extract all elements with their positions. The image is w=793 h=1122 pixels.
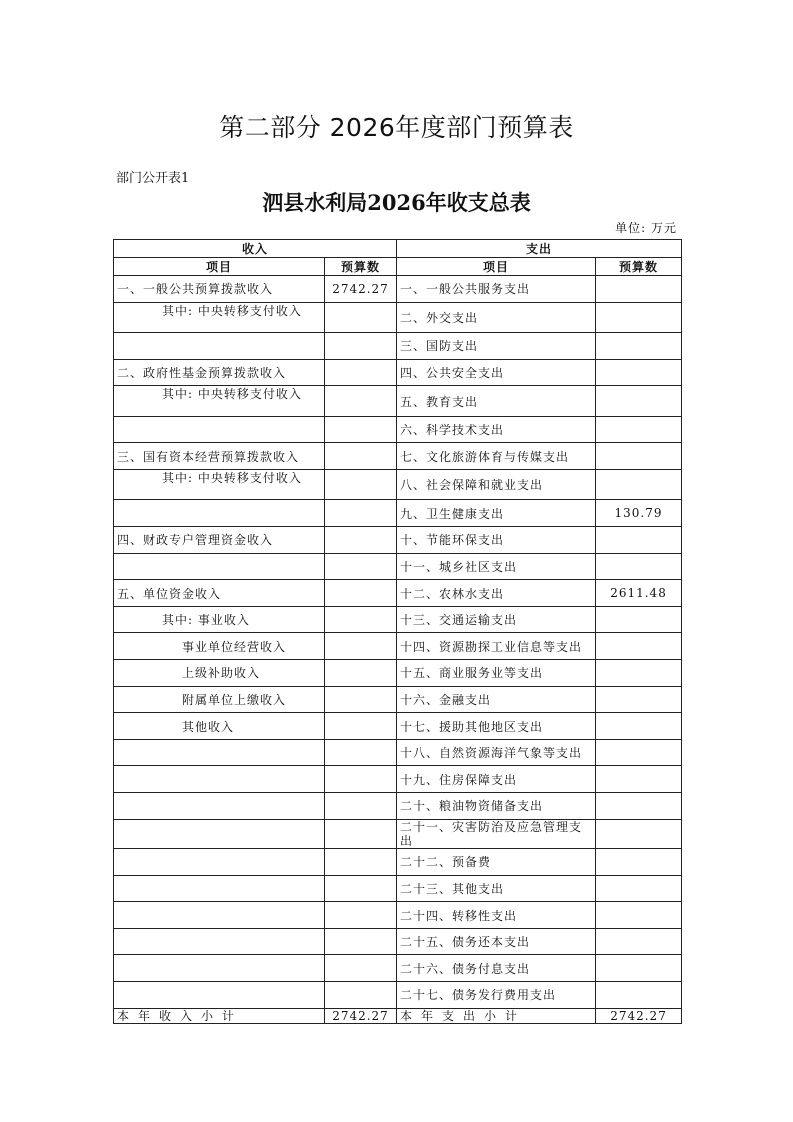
expense-item-cell: 五、教育支出 [397,386,596,417]
table-row [114,739,682,766]
income-amount-cell [325,739,397,766]
income-item-cell: 三、国有资本经营预算拨款收入 [114,443,325,470]
income-item-cell: 二、政府性基金预算拨款收入 [114,359,325,386]
table-row [114,276,682,303]
expense-item-cell: 二十四、转移性支出 [397,902,596,929]
income-amount-cell [325,766,397,793]
income-item-cell: 五、单位资金收入 [114,580,325,607]
header-row-sections [114,240,682,258]
income-amount-cell: 2742.27 [325,276,397,303]
expense-item-cell: 七、文化旅游体育与传媒支出 [397,443,596,470]
expense-amount-cell [596,686,682,713]
income-item-cell [114,333,325,360]
expense-amount-cell [596,553,682,580]
table-row [114,902,682,929]
expense-item-cell: 二十五、债务还本支出 [397,928,596,955]
expense-item-cell: 十、节能环保支出 [397,527,596,554]
income-item-cell [114,902,325,929]
income-amount-cell [325,819,397,849]
table-row [114,606,682,633]
expense-amount-cell [596,849,682,876]
income-item-cell: 四、财政专户管理资金收入 [114,527,325,554]
income-item-cell [114,955,325,982]
income-item-cell: 其他收入 [114,713,325,740]
expense-item-cell: 十五、商业服务业等支出 [397,660,596,687]
income-amount-cell [325,386,397,417]
table-row [114,500,682,527]
table-row [114,333,682,360]
expense-amount-cell [596,660,682,687]
income-item-cell [114,849,325,876]
income-amount-cell [325,606,397,633]
income-amount-cell [325,713,397,740]
income-budget-header: 预算数 [325,258,397,276]
table-row [114,580,682,607]
expense-item-cell: 九、卫生健康支出 [397,500,596,527]
expense-amount-cell [596,766,682,793]
income-item-cell [114,500,325,527]
expense-item-cell: 十四、资源勘探工业信息等支出 [397,633,596,660]
income-amount-cell [325,875,397,902]
income-amount-cell [325,849,397,876]
income-amount-cell [325,359,397,386]
expense-item-cell: 四、公共安全支出 [397,359,596,386]
table-row [114,469,682,500]
expense-amount-cell [596,633,682,660]
table-row [114,386,682,417]
table-row [114,849,682,876]
income-amount-cell [325,793,397,820]
expense-item-cell: 十一、城乡社区支出 [397,553,596,580]
income-amount-cell [325,982,397,1009]
income-item-cell: 一、一般公共预算拨款收入 [114,276,325,303]
income-item-cell [114,766,325,793]
expense-amount-cell [596,713,682,740]
expense-item-cell: 二十一、灾害防治及应急管理支出 [397,819,596,849]
expense-item-cell: 二十、粮油物资储备支出 [397,793,596,820]
table-row [114,527,682,554]
table-row [114,416,682,443]
total-row [114,1008,682,1023]
expense-item-cell: 二十三、其他支出 [397,875,596,902]
income-amount-cell [325,443,397,470]
table-row [114,793,682,820]
expense-amount-cell [596,928,682,955]
expense-amount-cell [596,739,682,766]
table-row [114,443,682,470]
income-section-header: 收入 [114,240,397,258]
expense-item-header: 项目 [397,258,596,276]
income-amount-cell [325,955,397,982]
income-amount-cell [325,633,397,660]
expense-amount-cell [596,359,682,386]
table-row [114,686,682,713]
expense-amount-cell [596,527,682,554]
expense-item-cell: 十三、交通运输支出 [397,606,596,633]
expense-amount-cell [596,443,682,470]
income-amount-cell [325,527,397,554]
table-row [114,819,682,849]
income-item-cell [114,793,325,820]
income-item-cell: 附属单位上缴收入 [114,686,325,713]
expense-item-cell: 八、社会保障和就业支出 [397,469,596,500]
expense-amount-cell [596,819,682,849]
expense-item-cell: 六、科学技术支出 [397,416,596,443]
expense-budget-header: 预算数 [596,258,682,276]
expense-total-label: 本年支出小计 [397,1008,596,1023]
expense-item-cell: 二十二、预备费 [397,849,596,876]
expense-amount-cell [596,902,682,929]
expense-section-header: 支出 [397,240,682,258]
expense-item-cell: 十七、援助其他地区支出 [397,713,596,740]
income-amount-cell [325,553,397,580]
income-item-cell: 上级补助收入 [114,660,325,687]
expense-item-cell: 三、国防支出 [397,333,596,360]
table-row [114,359,682,386]
table-row [114,875,682,902]
table-row [114,713,682,740]
income-amount-cell [325,302,397,333]
table-number: 部门公开表1 [116,171,190,186]
table-row [114,302,682,333]
header-row-columns [114,258,682,276]
expense-amount-cell [596,793,682,820]
expense-amount-cell: 2611.48 [596,580,682,607]
expense-amount-cell: 130.79 [596,500,682,527]
income-item-cell [114,819,325,849]
expense-item-cell: 二十六、债务付息支出 [397,955,596,982]
income-amount-cell [325,580,397,607]
income-item-cell: 事业单位经营收入 [114,633,325,660]
income-total-label: 本年收入小计 [114,1008,325,1023]
income-item-cell: 其中: 中央转移支付收入 [114,302,325,333]
expense-item-cell: 一、一般公共服务支出 [397,276,596,303]
table-row [114,660,682,687]
page-title: 第二部分 2026年度部门预算表 [219,113,574,142]
income-item-cell [114,982,325,1009]
expense-amount-cell [596,469,682,500]
expense-amount-cell [596,982,682,1009]
income-total-amount: 2742.27 [325,1008,397,1023]
income-amount-cell [325,469,397,500]
expense-amount-cell [596,386,682,417]
income-amount-cell [325,416,397,443]
income-item-cell [114,553,325,580]
expense-item-cell: 二、外交支出 [397,302,596,333]
expense-amount-cell [596,416,682,443]
income-item-cell [114,928,325,955]
expense-item-cell: 十九、住房保障支出 [397,766,596,793]
unit-label: 单位: 万元 [615,221,677,235]
income-amount-cell [325,660,397,687]
budget-summary-table [113,239,682,1024]
expense-amount-cell [596,276,682,303]
table-title: 泗县水利局2026年收支总表 [262,190,531,215]
expense-amount-cell [596,333,682,360]
expense-amount-cell [596,875,682,902]
expense-amount-cell [596,955,682,982]
table-row [114,955,682,982]
income-item-cell [114,739,325,766]
table-row [114,766,682,793]
income-amount-cell [325,928,397,955]
income-item-cell: 其中: 中央转移支付收入 [114,386,325,417]
income-item-cell [114,416,325,443]
income-amount-cell [325,902,397,929]
expense-amount-cell [596,302,682,333]
table-row [114,633,682,660]
table-row [114,553,682,580]
income-item-cell: 其中: 事业收入 [114,606,325,633]
income-item-cell [114,875,325,902]
expense-amount-cell [596,606,682,633]
table-row [114,982,682,1009]
expense-item-cell: 十六、金融支出 [397,686,596,713]
table-row [114,928,682,955]
expense-item-cell: 十八、自然资源海洋气象等支出 [397,739,596,766]
expense-item-cell: 十二、农林水支出 [397,580,596,607]
income-amount-cell [325,686,397,713]
expense-total-amount: 2742.27 [596,1008,682,1023]
income-item-header: 项目 [114,258,325,276]
expense-item-cell: 二十七、债务发行费用支出 [397,982,596,1009]
income-amount-cell [325,500,397,527]
income-item-cell: 其中: 中央转移支付收入 [114,469,325,500]
income-amount-cell [325,333,397,360]
